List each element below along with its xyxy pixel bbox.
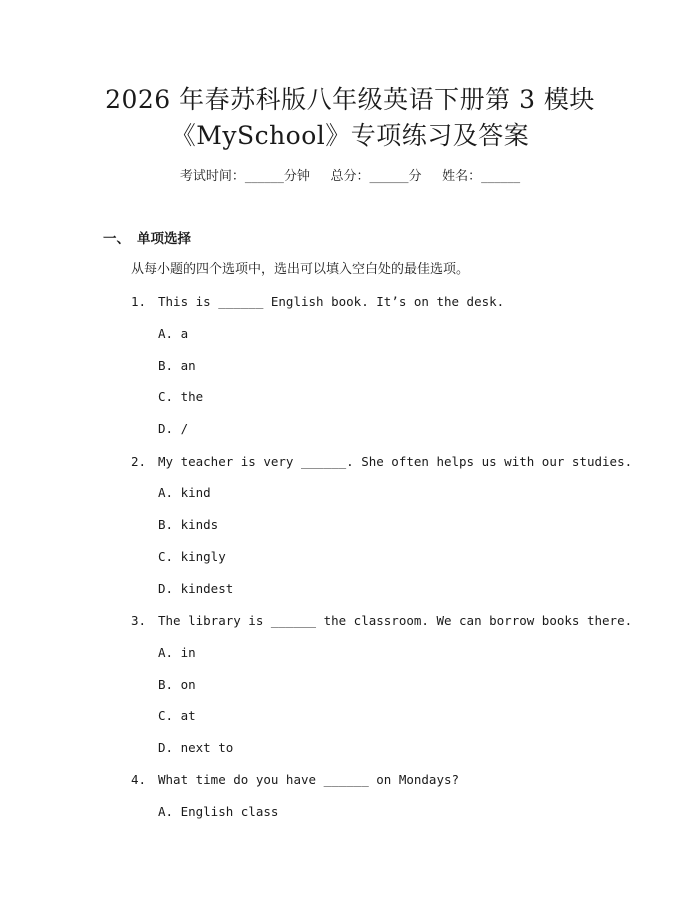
section-instruction: 从每小题的四个选项中，选出可以填入空白处的最佳选项。: [131, 262, 470, 277]
question-text: The library is ______ the classroom. We can borrow books there.: [158, 613, 633, 628]
section-title: 单项选择: [137, 231, 191, 247]
document-title-line-1: 2026 年春苏科版八年级英语下册第 3 模块: [105, 85, 595, 114]
question-1-option-c: C. the: [158, 389, 204, 404]
question-text: This is ______ English book. It’s on the desk.: [158, 294, 505, 309]
question-3-option-b: B. on: [158, 677, 196, 692]
question-number: 3.: [131, 613, 147, 628]
question-2: [131, 452, 632, 472]
question-1: [131, 292, 504, 312]
question-2-option-b: B. kinds: [158, 517, 219, 532]
question-3-option-d: D. next to: [158, 740, 234, 755]
question-3-option-a: A. in: [158, 645, 196, 660]
question-2-option-c: C. kingly: [158, 549, 226, 564]
question-1-option-d: D. /: [158, 421, 189, 436]
question-text: What time do you have ______ on Mondays?: [158, 772, 460, 787]
question-2-option-d: D. kindest: [158, 581, 234, 596]
question-number: 1.: [131, 294, 147, 309]
question-3: [131, 611, 632, 631]
question-4-option-a: A. English class: [158, 804, 279, 819]
exam-info-line: 考试时间：______分钟 总分：______分 姓名：______: [179, 169, 521, 184]
question-text: My teacher is very ______. She often helps us with our studies.: [158, 454, 633, 469]
section-number: 一、: [103, 231, 130, 247]
document-title-line-2: 《MySchool》专项练习及答案: [170, 121, 530, 150]
question-number: 4.: [131, 772, 147, 787]
section-heading: [103, 229, 191, 249]
question-4: [131, 770, 459, 790]
question-3-option-c: C. at: [158, 708, 196, 723]
question-1-option-a: A. a: [158, 326, 189, 341]
question-2-option-a: A. kind: [158, 485, 211, 500]
question-number: 2.: [131, 454, 147, 469]
question-1-option-b: B. an: [158, 358, 196, 373]
